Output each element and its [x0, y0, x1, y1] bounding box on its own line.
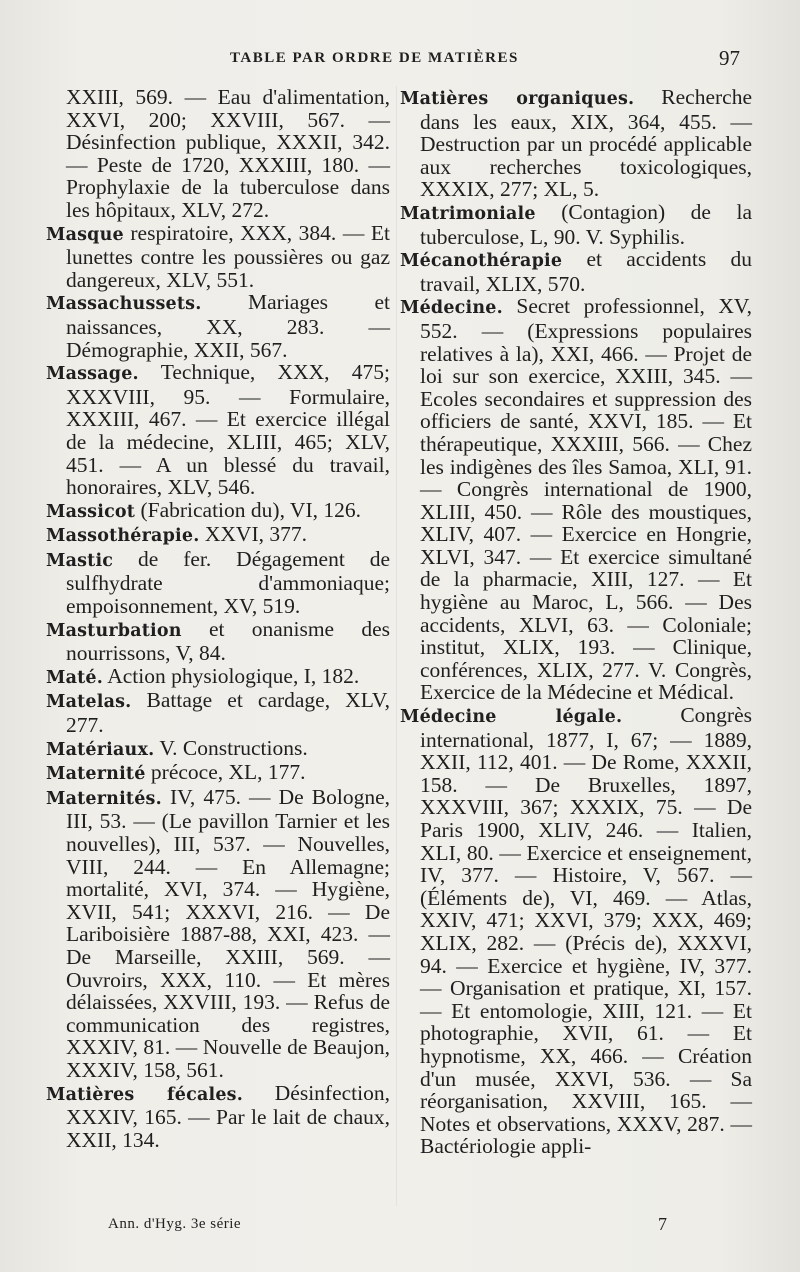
index-entry [400, 248, 752, 295]
index-entry [46, 499, 390, 524]
index-entry [46, 618, 390, 665]
left-column [46, 86, 390, 1151]
right-column [400, 86, 752, 1158]
entry-references: de fer. Dégagement de sulfhydrate d'ammoniaque; empoisonnement, XV, 519. [66, 546, 390, 619]
index-entry [46, 689, 390, 736]
index-entry [46, 361, 390, 499]
index-entry [46, 86, 390, 222]
entry-references: Technique, XXX, 475; XXXVIII, 95. — Formulaire, XXXIII, 467. — Et exercice illégal de la médecine, XLIII, 465; XLV, 451. — A un blessé du travail, honoraires, XLV, 546. [66, 360, 390, 500]
entry-references: (Contagion) de la tuberculose, L, 90. V. Syphilis. [420, 199, 752, 249]
entry-headword: Matelas. [46, 692, 132, 713]
index-entry [46, 291, 390, 361]
entry-headword: Matériaux. [46, 739, 155, 760]
entry-references: XXIII, 569. — Eau d'alimentation, XXVI, 200; XXVIII, 567. — Désinfection publique, XXXII, 342. — Peste de 1720, XXXIII, 180. — Prophylaxie de la tuberculose dans les hôpitaux, XLV, 272. [66, 85, 390, 222]
entry-references: XXVI, 377. [199, 522, 307, 547]
page-number: 97 [719, 46, 740, 70]
column-gutter [396, 86, 397, 1206]
index-entry [400, 295, 752, 704]
index-entry [46, 1082, 390, 1152]
index-entry [400, 201, 752, 248]
index-entry [46, 665, 390, 690]
entry-references: (Fabrication du), VI, 126. [135, 497, 361, 522]
entry-references: IV, 475. — De Bologne, III, 53. — (Le pavillon Tarnier et les nouvelles), III, 537. — Nouvelles, VIII, 244. — En Allemagne; mortalité, XVI, 374. — Hygiène, XVII, 541; XXXVI, 216. — De Lariboisière 1887-88, XXI, 423. — De Marseille, XXIII, 569. — Ouvroirs, XXX, 110. — Et mères délaissées, XXVIII, 193. — Refus de communication des registres, XXXIV, 81. — Nouvelle de Beaujon, XXXIV, 158, 561. [66, 784, 390, 1082]
entry-headword: Médecine légale. [400, 707, 623, 728]
footer-sheet-number: 7 [658, 1214, 667, 1234]
entry-headword: Mécanothérapie [400, 251, 563, 272]
index-entry [400, 704, 752, 1158]
entry-headword: Masturbation [46, 620, 182, 641]
entry-headword: Maté. [46, 667, 104, 688]
entry-headword: Masque [46, 224, 124, 245]
entry-references: Secret professionnel, XV, 552. — (Expressions populaires relatives à la), XXI, 466. — Projet de loi sur son exercice, XXIII, 345. — Ecoles secondaires et suppression des officiers de santé, XXVI, 185. — Et thérapeutique, XXXIII, 566. — Chez les indigènes des îles Samoa, XLI, 91. — Congrès international de 1900, XLIII, 450. — Rôle des moustiques, XLIV, 407. — Exercice en Hongrie, XLVI, 347. — Et exercice simultané de la pharmacie, XIII, 127. — Et hygiène au Maroc, L, 566. — Des accidents, XLVI, 63. — Coloniale; institut, XLIX, 193. — Clinique, conférences, XLIX, 277. V. Congrès, Exercice de la Médecine et Médical. [420, 294, 752, 705]
entry-references: Désinfection, XXXIV, 165. — Par le lait de chaux, XXII, 134. [66, 1080, 390, 1152]
entry-references: V. Constructions. [154, 735, 308, 760]
entry-headword: Matrimoniale [400, 203, 536, 224]
entry-references: Mariages et naissances, XX, 283. — Démographie, XXII, 567. [66, 290, 390, 362]
entry-headword: Mastic [46, 550, 114, 571]
entry-headword: Matières fécales. [46, 1084, 244, 1105]
index-entry [46, 548, 390, 618]
header-title: TABLE PAR ORDRE DE MATIÈRES [230, 50, 519, 66]
entry-references: Congrès international, 1877, I, 67; — 1889, XXII, 112, 401. — De Rome, XXXII, 158. — De Bruxelles, 1897, XXXVIII, 367; XXXIX, 75. — De Paris 1900, XLIV, 246. — Italien, XLI, 80. — Exercice et enseignement, IV, 377. — Histoire, V, 567. — (Éléments de), VI, 469. — Atlas, XXIV, 471; XXVI, 379; XXX, 469; XLIX, 282. — (Précis de), XXXVI, 94. — Exercice et hygiène, IV, 377. — Organisation et pratique, XI, 157. — Et entomologie, XIII, 121. — Et photographie, XVII, 61. — Et hypnotisme, XX, 466. — Création d'un musée, XXVI, 536. — Sa réorganisation, XXVIII, 165. — Notes et observations, XXXV, 287. — Bactériologie appli- [420, 703, 752, 1159]
entry-headword: Massicot [46, 501, 136, 522]
footer [0, 1216, 800, 1246]
running-header [0, 46, 800, 76]
entry-headword: Maternité [46, 764, 146, 785]
entry-headword: Médecine. [400, 298, 503, 319]
entry-references: Battage et cardage, XLV, 277. [66, 688, 390, 738]
entry-references: respiratoire, XXX, 384. — Et lunettes contre les poussières ou gaz dangereux, XLV, 551. [66, 220, 390, 292]
entry-headword: Massage. [46, 364, 139, 385]
index-entry [46, 222, 390, 292]
entry-references: précoce, XL, 177. [145, 760, 306, 785]
entry-headword: Massothérapie. [46, 526, 200, 547]
entry-references: et accidents du travail, XLIX, 570. [420, 247, 752, 296]
entry-references: Action physiologique, I, 182. [103, 663, 360, 688]
footer-signature: Ann. d'Hyg. 3e série [108, 1216, 242, 1232]
index-entry [46, 786, 390, 1082]
entry-headword: Maternités. [46, 788, 162, 809]
entry-headword: Massachussets. [46, 294, 202, 315]
entry-references: Recherche dans les eaux, XIX, 364, 455. — Destruction par un procédé applicable aux recherches toxicologiques, XXXIX, 277; XL, 5. [420, 85, 752, 202]
index-entry [46, 737, 390, 762]
entry-headword: Matières organiques. [400, 89, 635, 109]
entry-references: et onanisme des nourrissons, V, 84. [66, 616, 390, 666]
index-entry [46, 761, 390, 786]
index-entry [46, 523, 390, 548]
index-entry [400, 86, 752, 201]
